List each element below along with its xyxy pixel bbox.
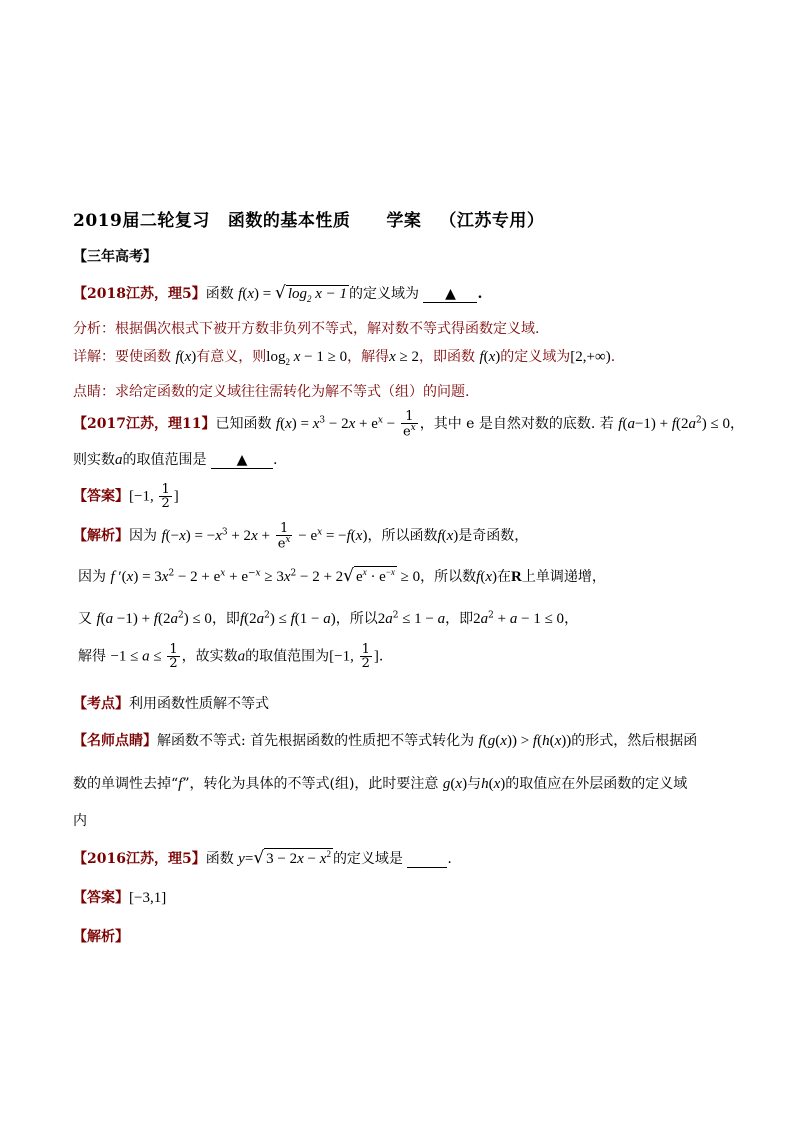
q2-analysis-line4: 解得 −1 ≤ a ≤ $\frac{1}{2}$ ，故实数a的取值范围为[−1, $\frac{1}{2}$ ]. xyxy=(78,642,384,671)
q2-teacher-line2: 数的单调性去掉“f”，转化为具体的不等式(组)，此时要注意 g(x)与h(x)的取值应在外层函数的定义域 xyxy=(73,776,688,792)
q2-analysis-line2: 因为 f $'(x) = 3x^2 - 2 + e^x + e^{-x} \ge 3x^2 - 2 + 2√$ $e^x \cdot e^{-x} \ge 0$，所以数f(x)在R上单调递增， xyxy=(78,566,606,586)
title-part-1: 2019届二轮复习 xyxy=(73,211,210,231)
q1-stem: 【2018江苏，理5】函数 f(x) = √ $\log_2 x - 1$ 的定义域为 ▲ . xyxy=(73,283,483,304)
q2-stem: 【2017江苏，理11】已知函数 $f(x) = x^3 - 2x + e^x$ − $\frac{1}{e^x}$ ，其中 e 是自然对数的底数. 若 $f(a-1) + f(2a^2) \le 0$， xyxy=(73,409,744,440)
q2-source: 【2017江苏，理11】 xyxy=(73,416,216,433)
q2-answer-blank: ▲ xyxy=(211,452,273,469)
q1-note: 点睛：求给定函数的定义域往往需转化为解不等式（组）的问题. xyxy=(73,384,470,400)
q2-teacher-line3: 内 xyxy=(73,813,87,829)
page-title xyxy=(73,206,544,231)
q3-answer: 【答案】[−3,1] xyxy=(73,890,167,906)
title-part-2: 函数的基本性质 xyxy=(227,211,351,231)
q2-analysis-line3: 又 $f(a -1) + f(2a^2) \le 0$，即$f(2a^2) \le f(1 - a)$，所以$2a^2 \le 1 - a$，即$2a^2 + a - 1 \le 0$， xyxy=(78,610,579,627)
q1-detail: 详解：要使函数 f(x)有意义，则$\log_2 x - 1 \ge 0$，解得x ≥ 2，即函数 f(x)的定义域为[2,+∞). xyxy=(73,349,616,367)
q2-stem-line2: 则实数a的取值范围是 ▲ . xyxy=(73,452,278,468)
title-part-3: 学案 xyxy=(386,211,422,231)
q3-answer-blank xyxy=(407,851,447,868)
title-part-4: （江苏专用） xyxy=(439,211,545,231)
q2-analysis-line1: 【解析】因为 $f(-x) = -x^3 + 2x$ + $\frac{1}{e^x}$ − $e^x = -f(x)$，所以函数f(x)是奇函数， xyxy=(73,521,529,552)
q1-analysis: 分析：根据偶次根式下被开方数非负列不等式，解对数不等式得函数定义域. xyxy=(73,321,540,337)
q2-teacher-line1: 【名师点睛】解函数不等式: 首先根据函数的性质把不等式转化为 f(g(x)) > f(h(x))的形式，然后根据函 xyxy=(73,733,698,749)
q1-function-expr: f xyxy=(238,286,243,302)
q1-source: 【2018江苏，理5】 xyxy=(73,286,206,302)
q1-detail-answer: [2,+∞) xyxy=(570,349,611,365)
q3-analysis: 【解析】 xyxy=(73,929,129,945)
section-header: 【三年高考】 xyxy=(73,249,157,265)
q2-kaodian: 【考点】利用函数性质解不等式 xyxy=(73,696,269,712)
q1-radicand: $\log_2 x - 1$ xyxy=(287,286,348,304)
q2-answer: 【答案】[−1, $\frac{1}{2}$ ] xyxy=(73,482,179,511)
q3-stem: 【2016江苏，理5】函数 y=√ $3 - 2x - x^2$ 的定义域是 . xyxy=(73,848,452,868)
q1-answer-blank: ▲ xyxy=(423,286,477,303)
q3-source: 【2016江苏，理5】 xyxy=(73,851,206,867)
